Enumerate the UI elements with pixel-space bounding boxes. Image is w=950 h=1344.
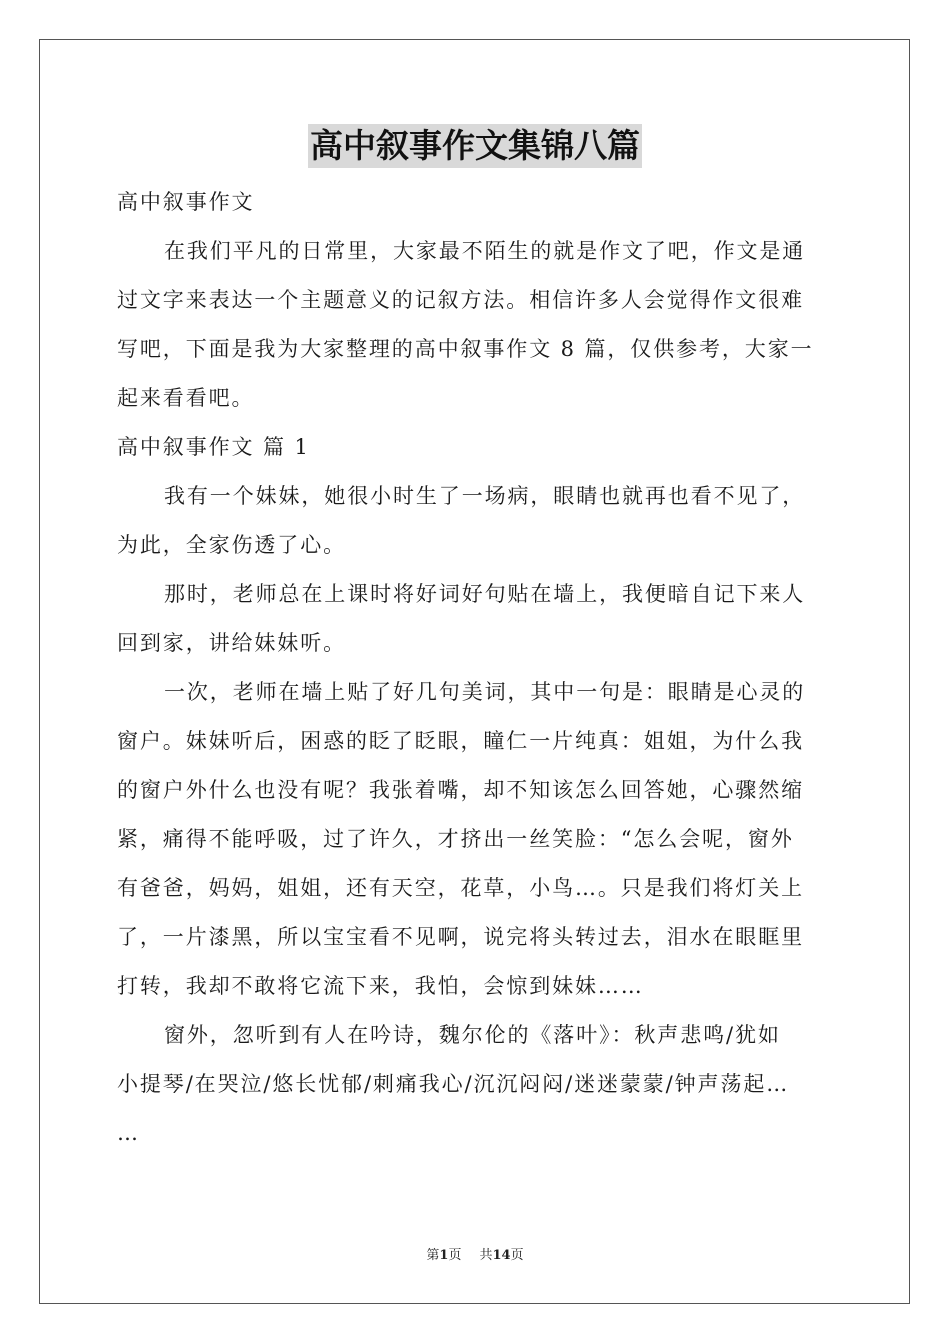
- body-line: 窗外，忽听到有人在吟诗，魏尔伦的《落叶》：秋声悲鸣/犹如: [164, 1023, 781, 1047]
- page-total: 14: [492, 1248, 511, 1263]
- body-line: 的窗户外什么也没有呢？我张着嘴，却不知该怎么回答她，心骤然缩: [117, 778, 804, 802]
- body-line: 有爸爸，妈妈，姐姐，还有天空，花草，小鸟…。只是我们将灯关上: [117, 876, 804, 900]
- document-body: [117, 178, 833, 1158]
- document-title: 高中叙事作文集锦八篇: [308, 124, 642, 168]
- page-number-suffix: 页: [448, 1248, 462, 1263]
- page-total-suffix: 页: [510, 1248, 524, 1263]
- page-footer: [0, 1246, 950, 1266]
- body-line: 回到家，讲给妹妹听。: [117, 631, 346, 655]
- body-line: 窗户。妹妹听后，困惑的眨了眨眼，瞳仁一片纯真：姐姐，为什么我: [117, 729, 804, 753]
- body-line: 那时，老师总在上课时将好词好句贴在墙上，我便暗自记下来人: [164, 582, 806, 606]
- page-total-prefix: 共: [479, 1248, 493, 1263]
- body-line: 高中叙事作文 篇 1: [117, 435, 310, 459]
- body-line: 我有一个妹妹，她很小时生了一场病，眼睛也就再也看不见了，: [164, 484, 806, 508]
- body-line: 起来看看吧。: [117, 386, 255, 410]
- body-line: 了，一片漆黑，所以宝宝看不见啊，说完将头转过去，泪水在眼眶里: [117, 925, 804, 949]
- body-line: 小提琴/在哭泣/悠长忧郁/刺痛我心/沉沉闷闷/迷迷蒙蒙/钟声荡起…: [117, 1072, 790, 1096]
- page-number-current: 1: [439, 1248, 449, 1263]
- body-line: …: [117, 1121, 140, 1145]
- body-line: 过文字来表达一个主题意义的记叙方法。相信许多人会觉得作文很难: [117, 288, 804, 312]
- page-number-prefix: 第: [426, 1248, 440, 1263]
- body-line: 紧，痛得不能呼吸，过了许久，才挤出一丝笑脸：“怎么会呢，窗外: [117, 827, 794, 851]
- body-line: 一次，老师在墙上贴了好几句美词，其中一句是：眼睛是心灵的: [164, 680, 806, 704]
- body-line: 高中叙事作文: [117, 190, 255, 214]
- body-line: 在我们平凡的日常里，大家最不陌生的就是作文了吧，作文是通: [164, 239, 806, 263]
- body-line: 打转，我却不敢将它流下来，我怕，会惊到妹妹……: [117, 974, 644, 998]
- body-line: 写吧，下面是我为大家整理的高中叙事作文 8 篇，仅供参考，大家一: [117, 337, 814, 361]
- body-line: 为此，全家伤透了心。: [117, 533, 346, 557]
- title-container: [0, 124, 950, 168]
